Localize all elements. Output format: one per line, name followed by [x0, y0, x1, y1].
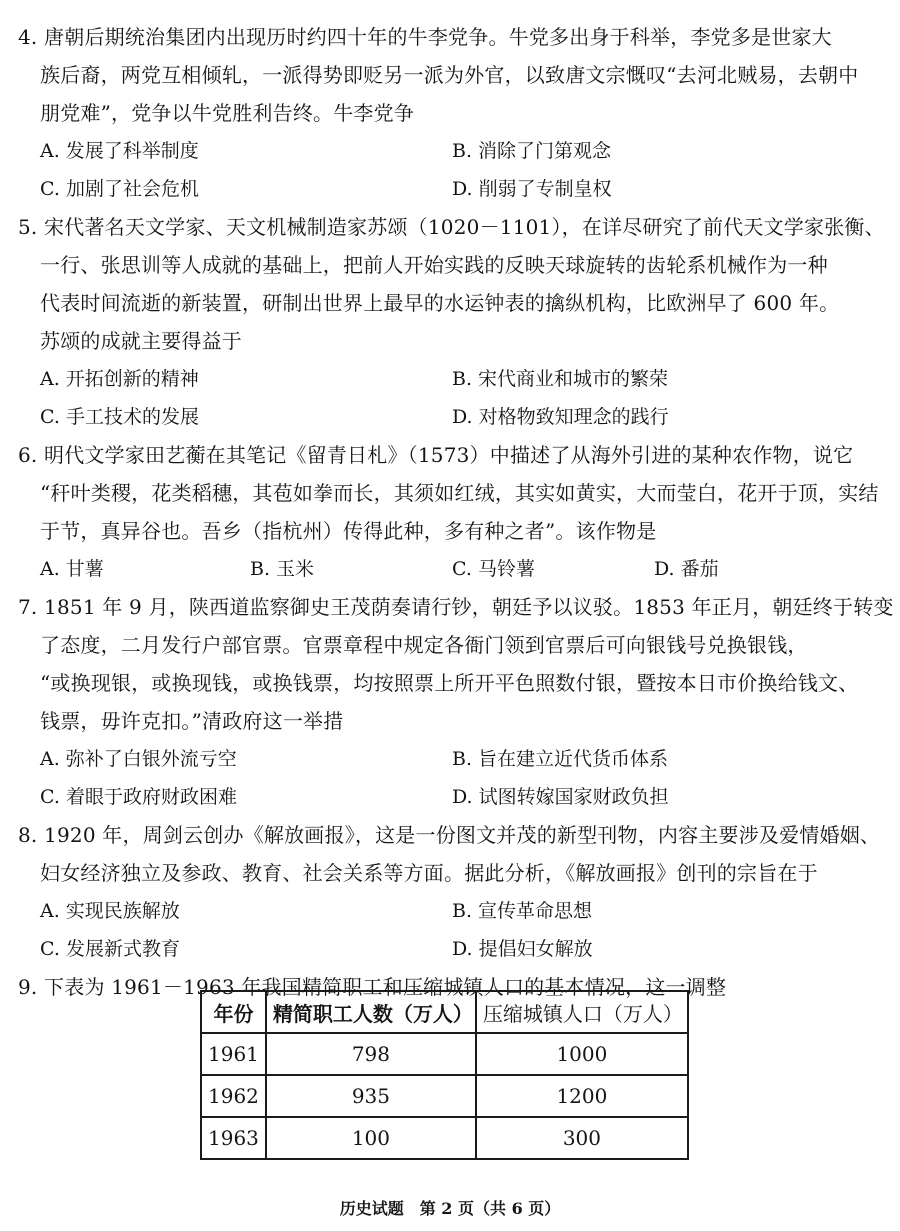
question-text-line: 8. 1920 年，周剑云创办《解放画报》，这是一份图文并茂的新型刊物，内容主要涉及爱情婚姻、	[18, 823, 881, 847]
table-row	[201, 1075, 688, 1117]
question-text-line: 5. 宋代著名天文学家、天文机械制造家苏颂（1020－1101），在详尽研究了前代天文学家张衡、	[18, 215, 885, 239]
option-a: A. 甘薯	[40, 558, 104, 580]
option-a: A. 开拓创新的精神	[40, 368, 199, 390]
option-a: A. 弥补了白银外流亏空	[40, 748, 237, 770]
question-6	[18, 436, 884, 588]
question-text-line: 朋党难”，党争以牛党胜利告终。牛李党争	[40, 101, 415, 125]
option-d: D. 削弱了专制皇权	[452, 178, 612, 200]
question-text-line: 7. 1851 年 9 月，陕西道监察御史王茂荫奏请行钞，朝廷予以议驳。1853 年正月，朝廷终于转变	[18, 595, 894, 619]
table-cell-population: 1200	[476, 1075, 688, 1117]
question-text-line: 钱票，毋许克扣。”清政府这一举措	[40, 709, 344, 733]
question-4	[18, 18, 884, 208]
table-header-cell: 精简职工人数（万人）	[266, 991, 476, 1033]
question-text-line: 妇女经济独立及参政、教育、社会关系等方面。据此分析，《解放画报》创刊的宗旨在于	[40, 861, 818, 885]
table-cell-year: 1963	[201, 1117, 266, 1159]
table-header-cell: 年份	[201, 991, 266, 1033]
question-text-line: 6. 明代文学家田艺蘅在其笔记《留青日札》（1573）中描述了从海外引进的某种农作物，说它	[18, 443, 854, 467]
option-b: B. 宋代商业和城市的繁荣	[452, 368, 669, 390]
option-a: A. 实现民族解放	[40, 900, 180, 922]
table-cell-staff: 935	[266, 1075, 476, 1117]
question-text-line: 代表时间流逝的新装置，研制出世界上最早的水运钟表的擒纵机构，比欧洲早了 600 年。	[40, 291, 840, 315]
option-b: B. 消除了门第观念	[452, 140, 612, 162]
question-5	[18, 208, 884, 436]
option-b: B. 宣传革命思想	[452, 900, 593, 922]
option-row	[18, 360, 884, 398]
question-7	[18, 588, 894, 816]
option-c: C. 手工技术的发展	[40, 406, 199, 428]
option-row	[18, 930, 884, 968]
option-b: B. 玉米	[250, 558, 315, 580]
table-cell-year: 1962	[201, 1075, 266, 1117]
table-header-row	[201, 991, 688, 1033]
option-row	[18, 170, 884, 208]
table-header-cell: 压缩城镇人口（万人）	[476, 991, 688, 1033]
option-row	[18, 740, 884, 778]
question-text-line: 了态度，二月发行户部官票。官票章程中规定各衙门领到官票后可向银钱号兑换银钱，	[40, 633, 808, 657]
exam-page	[18, 18, 894, 1006]
option-c: C. 着眼于政府财政困难	[40, 786, 237, 808]
option-row	[18, 892, 884, 930]
option-c: C. 马铃薯	[452, 558, 535, 580]
table-row	[201, 1033, 688, 1075]
option-c: C. 发展新式教育	[40, 938, 180, 960]
option-d: D. 试图转嫁国家财政负担	[452, 786, 669, 808]
question-text-line: 苏颂的成就主要得益于	[40, 329, 242, 353]
option-d: D. 对格物致知理念的践行	[452, 406, 669, 428]
option-row	[18, 132, 884, 170]
option-b: B. 旨在建立近代货币体系	[452, 748, 669, 770]
option-row	[18, 550, 884, 588]
table-row	[201, 1117, 688, 1159]
table-cell-population: 300	[476, 1117, 688, 1159]
question-text-line: 4. 唐朝后期统治集团内出现历时约四十年的牛李党争。牛党多出身于科举，李党多是世家大	[18, 25, 832, 49]
question-8	[18, 816, 884, 968]
option-d: D. 番茄	[654, 558, 719, 580]
option-row	[18, 398, 884, 436]
table-cell-staff: 798	[266, 1033, 476, 1075]
table-cell-year: 1961	[201, 1033, 266, 1075]
option-row	[18, 778, 884, 816]
question-text-line: “秆叶类稷，花类稻穗，其苞如拳而长，其须如红绒，其实如黄实，大而莹白，花开于顶，实结	[40, 481, 879, 505]
page-footer: 历史试题 第 2 页（共 6 页）	[339, 1199, 561, 1218]
question-text-line: 一行、张思训等人成就的基础上，把前人开始实践的反映天球旋转的齿轮系机械作为一种	[40, 253, 828, 277]
question-text-line: 于节，真异谷也。吾乡（指杭州）传得此种，多有种之者”。该作物是	[40, 519, 657, 543]
question-text-line: 族后裔，两党互相倾轧，一派得势即贬另一派为外官，以致唐文宗慨叹“去河北贼易，去朝中	[40, 63, 859, 87]
option-c: C. 加剧了社会危机	[40, 178, 199, 200]
question-text-line: “或换现银，或换现钱，或换钱票，均按照票上所开平色照数付银，暨按本日市价换给钱文、	[40, 671, 859, 695]
question-text-line: 9. 下表为 1961－1963 年我国精简职工和压缩城镇人口的基本情况，这一调整	[18, 975, 727, 999]
option-d: D. 提倡妇女解放	[452, 938, 593, 960]
table-cell-population: 1000	[476, 1033, 688, 1075]
data-table	[200, 990, 689, 1160]
table-cell-staff: 100	[266, 1117, 476, 1159]
option-a: A. 发展了科举制度	[40, 140, 199, 162]
